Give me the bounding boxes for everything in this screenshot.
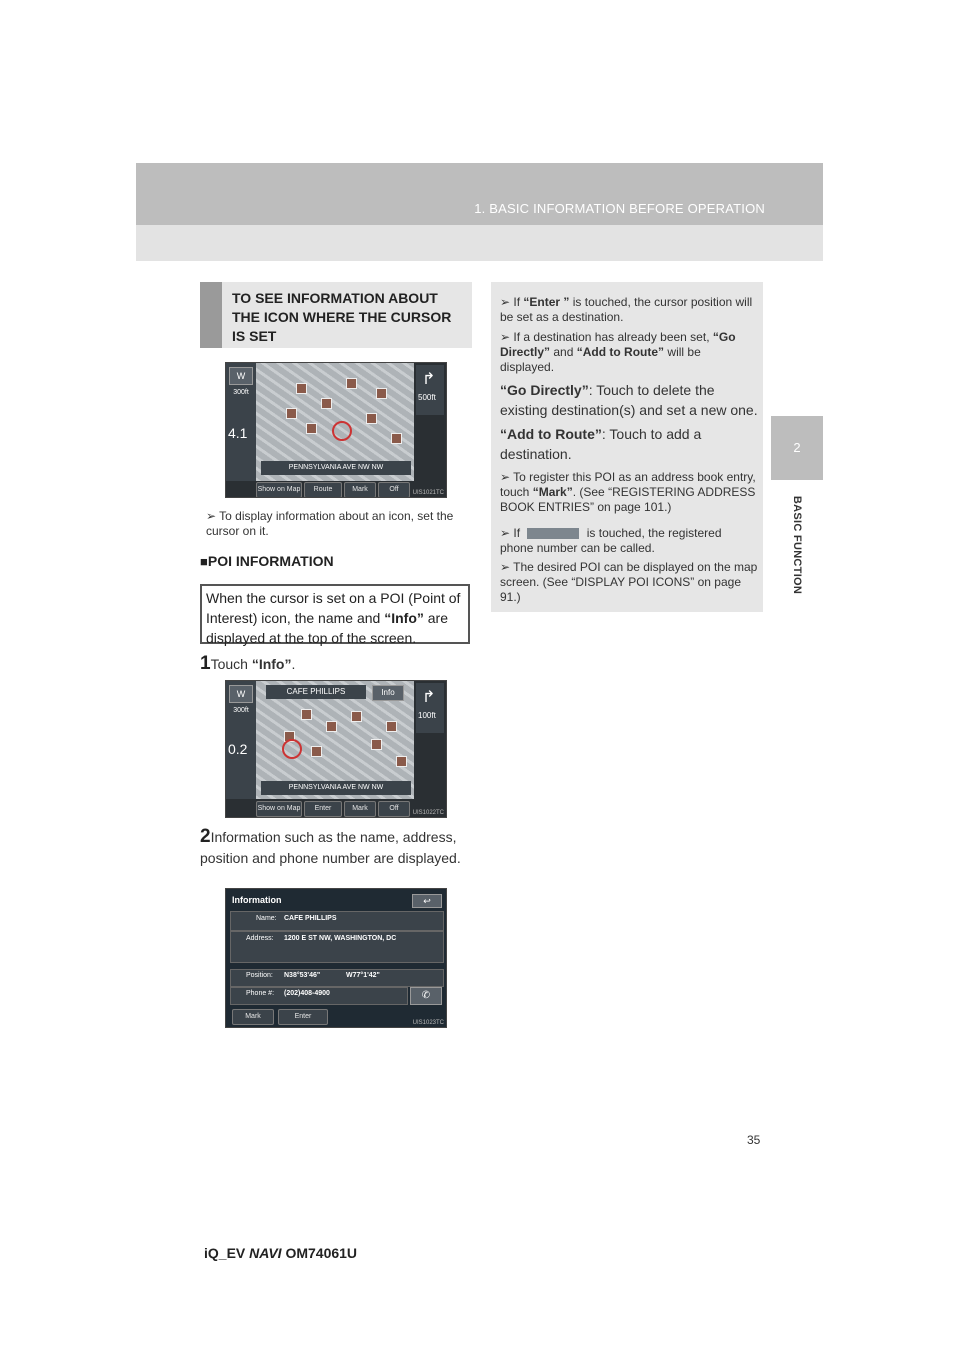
scale-label: 300ft	[233, 389, 249, 396]
note-phone: ➢ If is touched, the registered phone number can be called.	[500, 526, 722, 555]
map-screenshot-2: W 300ft 0.2 CAFE PHILLIPS Info ↱ 100ft PENNSYLVANIA AVE NW NW Show on Map Enter Mark Off UIS1022TC	[225, 680, 447, 818]
footer-model: iQ_EV NAVI OM74061U	[204, 1245, 358, 1261]
street-label: PENNSYLVANIA AVE NW NW	[261, 461, 411, 475]
note-display-poi: ➢ The desired POI can be displayed on the map screen. (See “DISPLAY POI ICONS” on page 91.)	[500, 560, 758, 604]
poi-name-label: CAFE PHILLIPS	[266, 685, 366, 699]
enter-button: Enter	[278, 1009, 328, 1025]
side-tab-number: 2	[771, 416, 823, 480]
step-1: 1Touch “Info”.	[200, 653, 296, 674]
off-button: Off	[378, 482, 410, 498]
street-label: PENNSYLVANIA AVE NW NW	[261, 781, 411, 795]
add-to-route-text: “Add to Route”: Touch to add a destination.	[500, 426, 702, 462]
mark-button: Mark	[232, 1009, 274, 1025]
figure-code: UIS1021TC	[412, 490, 444, 496]
scale-label: 300ft	[233, 707, 249, 714]
section-bar	[200, 282, 222, 348]
poi-note-box: When the cursor is set on a POI (Point of Interest) icon, the name and “Info” are displayed at the top of the screen.	[200, 584, 470, 644]
go-directly-text: “Go Directly”: Touch to delete the existing destination(s) and set a new one.	[500, 382, 758, 418]
info-title: Information	[232, 895, 282, 905]
distance-label: 500ft	[418, 393, 436, 402]
note-destination-set: ➢ If a destination has already been set, “Go Directly” and “Add to Route” will be displayed.	[500, 330, 736, 374]
phone-button-icon	[527, 528, 579, 539]
back-button: ↩	[412, 894, 442, 908]
mark-button: Mark	[344, 482, 376, 498]
show-on-map-button: Show on Map	[256, 801, 302, 817]
step-2: 2Information such as the name, address, position and phone number are displayed.	[200, 826, 461, 866]
figure-code: UIS1023TC	[412, 1020, 444, 1026]
header-subband	[136, 225, 823, 261]
information-screenshot	[225, 888, 447, 1028]
show-on-map-button: Show on Map	[256, 482, 302, 498]
side-tab-label: BASIC FUNCTION	[791, 495, 803, 595]
map-screenshot-1: W 300ft 4.1 ↱ 500ft PENNSYLVANIA AVE NW NW Show on Map Route Mark Off UIS1021TC	[225, 362, 447, 498]
note-mark: ➢ To register this POI as an address book entry, touch “Mark”. (See “REGISTERING ADDRESS BOOK ENTRIES” on page 101.)	[500, 470, 756, 514]
distance-label: 100ft	[418, 711, 436, 720]
section-title: TO SEE INFORMATION ABOUT THE ICON WHERE THE CURSOR IS SET	[232, 290, 452, 344]
subheading-poi: ■POI INFORMATION	[200, 553, 334, 569]
route-button: Route	[304, 482, 342, 498]
phone-label: Phone #:	[246, 990, 275, 997]
off-button: Off	[378, 801, 410, 817]
mark-button: Mark	[344, 801, 376, 817]
longitude-value: W77°1'42"	[346, 972, 380, 979]
chapter-title: 1. BASIC INFORMATION BEFORE OPERATION	[474, 201, 765, 216]
latitude-value: N38°53'46"	[284, 972, 321, 979]
address-label: Address:	[246, 935, 274, 942]
note-enter: ➢ If “Enter ” is touched, the cursor position will be set as a destination.	[500, 295, 753, 324]
name-label: Name:	[256, 915, 277, 922]
figure-code: UIS1022TC	[412, 810, 444, 816]
bullet-cursor-info: ➢ To display information about an icon, set the cursor on it.	[206, 509, 454, 538]
page-number: 35	[747, 1133, 761, 1147]
phone-call-icon: ✆	[410, 987, 442, 1005]
phone-value: (202)408-4900	[284, 990, 330, 997]
position-label: Position:	[246, 972, 273, 979]
enter-button: Enter	[304, 801, 342, 817]
info-button: Info	[372, 685, 404, 701]
address-value: 1200 E ST NW, WASHINGTON, DC	[284, 935, 397, 942]
name-value: CAFE PHILLIPS	[284, 915, 337, 922]
